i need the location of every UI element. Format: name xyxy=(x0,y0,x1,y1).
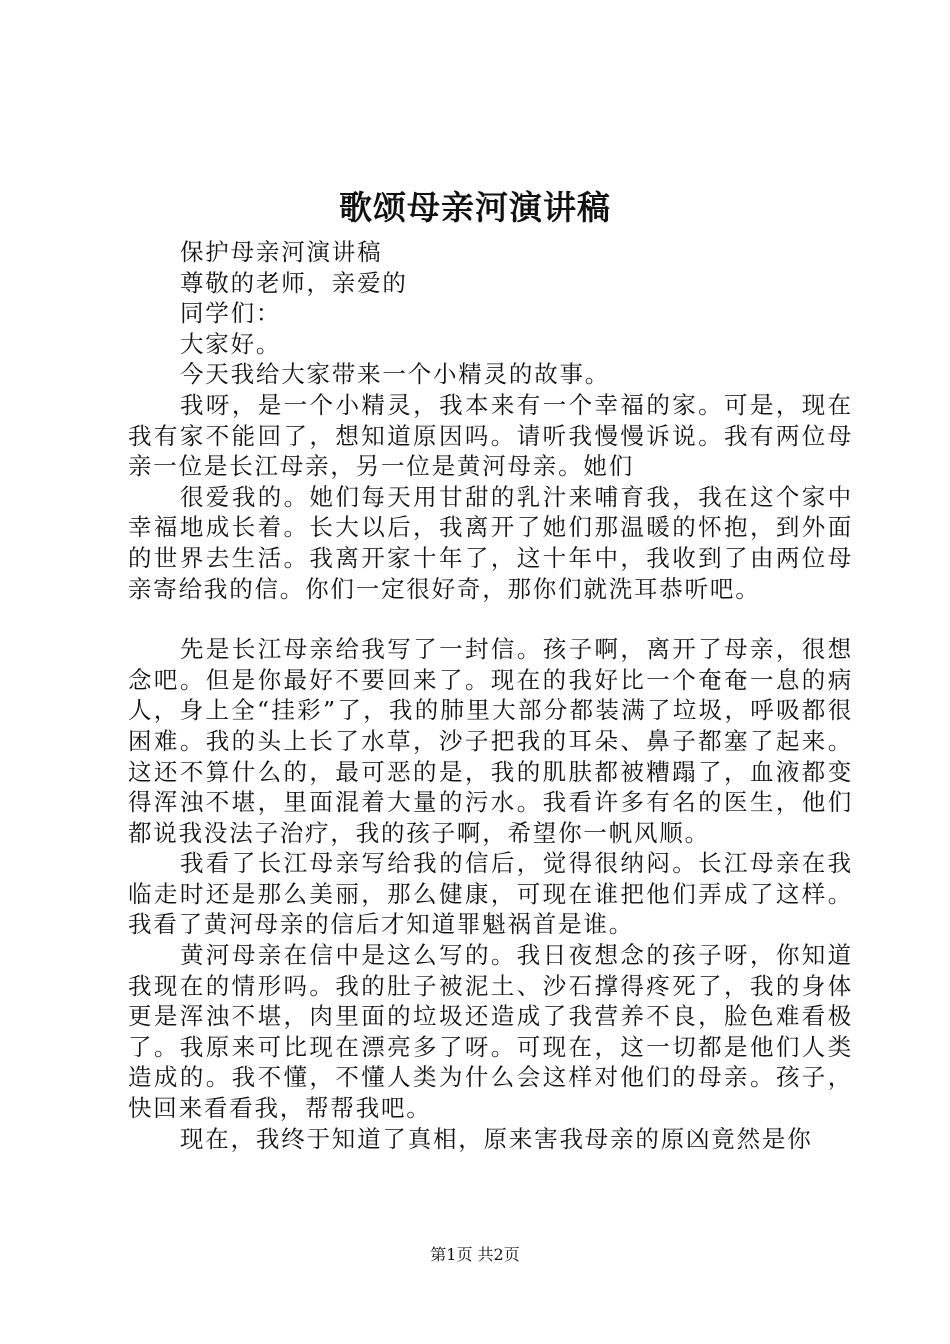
page-footer: 第1页 共2页 xyxy=(430,1245,520,1264)
paragraph: 先是长江母亲给我写了一封信。孩子啊，离开了母亲，很想念吧。但是你最好不要回来了。现在的我好比一个奄奄一息的病人，身上全“挂彩”了，我的肺里大部分都装满了垃圾，呼吸都很困难。我的头上长了水草，沙子把我的耳朵、鼻子都塞了起来。这还不算什么的，最可恶的是，我的肌肤都被糟蹋了，血液都变得浑浊不堪，里面混着大量的污水。我看许多有名的医生，他们都说我没法子治疗，我的孩子啊，希望你一帆风顺。 xyxy=(128,635,853,847)
paragraph: 我呀，是一个小精灵，我本来有一个幸福的家。可是，现在我有家不能回了，想知道原因吗。请听我慢慢诉说。我有两位母亲一位是长江母亲，另一位是黄河母亲。她们 xyxy=(128,390,853,481)
paragraph: 同学们： xyxy=(180,299,282,328)
paragraph: 很爱我的。她们每天用甘甜的乳汁来哺育我，我在这个家中幸福地成长着。长大以后，我离开了她们那温暖的怀抱，到外面的世界去生活。我离开家十年了，这十年中，我收到了由两位母亲寄给我的信。你们一定很好奇，那你们就洗耳恭听吧。 xyxy=(128,482,853,603)
paragraph: 尊敬的老师，亲爱的 xyxy=(180,268,408,297)
paragraph: 黄河母亲在信中是这么写的。我日夜想念的孩子呀，你知道我现在的情形吗。我的肚子被泥土、沙石撑得疼死了，我的身体更是浑浊不堪，肉里面的垃圾还造成了我营养不良，脸色难看极了。我原来可比现在漂亮多了呀。可现在，这一切都是他们人类造成的。我不懂，不懂人类为什么会这样对他们的母亲。孩子，快回来看看我，帮帮我吧。 xyxy=(128,941,853,1123)
paragraph: 今天我给大家带来一个小精灵的故事。 xyxy=(180,360,611,389)
paragraph: 大家好。 xyxy=(180,329,282,358)
paragraph: 我看了长江母亲写给我的信后，觉得很纳闷。长江母亲在我临走时还是那么美丽，那么健康，可现在谁把他们弄成了这样。我看了黄河母亲的信后才知道罪魁祸首是谁。 xyxy=(128,849,853,939)
document-title: 歌颂母亲河演讲稿 xyxy=(339,188,611,227)
paragraph: 现在，我终于知道了真相，原来害我母亲的原凶竟然是你 xyxy=(180,1124,813,1153)
document-body xyxy=(128,237,853,1154)
paragraph: 保护母亲河演讲稿 xyxy=(180,238,383,266)
